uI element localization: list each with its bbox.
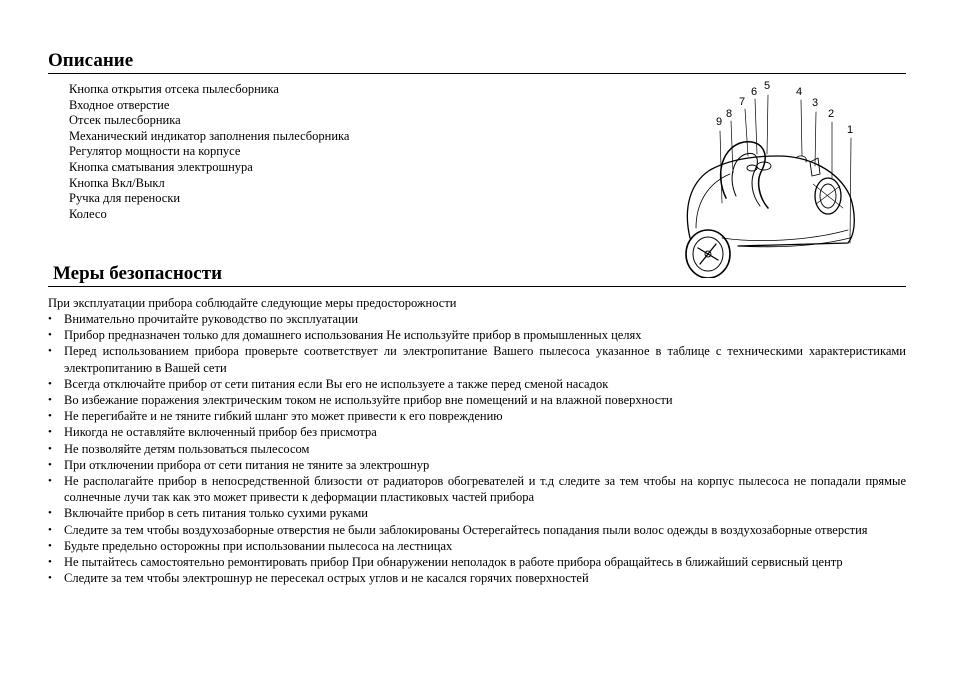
safety-item	[48, 522, 906, 538]
callout-5: 5	[764, 80, 771, 92]
safety-item	[48, 311, 906, 327]
safety-item	[48, 376, 906, 392]
callout-line-3	[815, 112, 816, 166]
vacuum-cleaner-illustration	[678, 78, 862, 278]
description-item: Ручка для переноски	[69, 191, 181, 206]
bullet: •	[48, 475, 52, 488]
safety-item-text: Не позволяйте детям пользоваться пылесосом	[64, 441, 310, 456]
safety-item-text: Следите за тем чтобы электрошнур не пересекал острых углов и не касался горячих поверхностей	[64, 571, 589, 586]
bullet: •	[48, 572, 52, 585]
bullet: •	[48, 523, 52, 536]
description-item: Кнопка сматывания электрошнура	[69, 159, 253, 174]
callout-line-1	[850, 138, 851, 243]
safety-item-text: Перед использованием прибора проверьте соответствует ли электропитание Вашего пылесоса указанное в таблице с техническими характеристиками электропитанию в Вашей сети	[64, 344, 906, 375]
bullet: •	[48, 442, 52, 455]
safety-intro: При эксплуатации прибора соблюдайте следующие меры предосторожности	[48, 296, 457, 310]
safety-item-text: Следите за тем чтобы воздухозаборные отверстия не были заблокированы Остерегайтесь попадания пыли волос одежды в воздухозаборные отверстия	[64, 522, 868, 537]
safety-item	[48, 327, 906, 343]
callout-3: 3	[812, 97, 819, 109]
safety-item-text: Не пытайтесь самостоятельно ремонтировать прибор При обнаружении неполадок в работе прибора обращайтесь в ближайший сервисный центр	[64, 555, 843, 570]
callout-8: 8	[726, 108, 733, 120]
vacuum-cleaner-figure	[678, 78, 862, 278]
description-item: Отсек пылесборника	[69, 113, 181, 128]
description-item: Кнопка открытия отсека пылесборника	[69, 82, 279, 96]
safety-item-text: Во избежание поражения электрическим током не используйте прибор вне помещений и на влажной поверхности	[64, 393, 673, 408]
bullet: •	[48, 426, 52, 439]
bullet: •	[48, 539, 52, 552]
bullet: •	[48, 377, 52, 390]
description-list	[69, 82, 349, 222]
bullet: •	[48, 556, 52, 569]
safety-divider	[48, 286, 906, 287]
safety-item-text: Не перегибайте и не тяните гибкий шланг это может привести к его повреждению	[64, 409, 503, 424]
safety-item	[48, 570, 906, 586]
bullet: •	[48, 313, 52, 325]
safety-item-text: Будьте предельно осторожны при использовании пылесоса на лестницах	[64, 538, 453, 553]
description-item: Механический индикатор заполнения пылесборника	[69, 128, 350, 143]
callout-line-5	[767, 95, 768, 154]
callout-2: 2	[828, 108, 835, 120]
safety-title: Меры безопасности	[53, 263, 223, 284]
bullet: •	[48, 394, 52, 407]
safety-item	[48, 457, 906, 473]
bullet: •	[48, 458, 52, 471]
safety-item-text: При отключении прибора от сети питания не тяните за электрошнур	[64, 457, 430, 472]
safety-item	[48, 441, 906, 457]
safety-item	[48, 538, 906, 554]
safety-item-text: Включайте прибор в сеть питания только сухими руками	[64, 506, 368, 521]
safety-item	[48, 424, 906, 440]
callout-line-7	[745, 109, 748, 156]
callout-7: 7	[739, 96, 746, 108]
description-divider	[48, 73, 906, 74]
callout-line-6	[755, 99, 757, 154]
callout-line-4	[801, 100, 802, 156]
bullet: •	[48, 345, 52, 358]
callout-6: 6	[751, 86, 758, 98]
safety-item	[48, 554, 906, 570]
callout-1: 1	[847, 124, 854, 136]
safety-item	[48, 392, 906, 408]
callout-4: 4	[796, 86, 803, 98]
safety-item-text: Никогда не оставляйте включенный прибор без присмотра	[64, 425, 377, 440]
safety-item-text: Прибор предназначен только для домашнего использования Не используйте прибор в промышленных целях	[64, 328, 642, 343]
safety-item-text: Всегда отключайте прибор от сети питания если Вы его не используете а также перед сменой насадок	[64, 376, 609, 391]
description-item: Колесо	[69, 206, 107, 221]
safety-item-text: Внимательно прочитайте руководство по эксплуатации	[64, 312, 359, 326]
vacuum-body-outline	[687, 156, 854, 246]
description-title: Описание	[48, 50, 134, 71]
safety-list	[48, 311, 906, 586]
safety-item	[48, 505, 906, 521]
safety-item	[48, 408, 906, 424]
description-item: Регулятор мощности на корпусе	[69, 144, 241, 159]
bullet: •	[48, 410, 52, 423]
safety-item	[48, 473, 906, 505]
bullet: •	[48, 507, 52, 520]
safety-item	[48, 343, 906, 375]
safety-item-text: Не располагайте прибор в непосредственной близости от радиаторов обогревателей и т.д следите за тем чтобы на корпус пылесоса не попадали прямые солнечные лучи так как это может привести к деформации пластиковых частей прибора	[64, 474, 906, 505]
description-item: Входное отверстие	[69, 97, 170, 112]
callout-9: 9	[716, 116, 723, 128]
description-item: Кнопка Вкл/Выкл	[69, 175, 165, 190]
bullet: •	[48, 329, 52, 342]
